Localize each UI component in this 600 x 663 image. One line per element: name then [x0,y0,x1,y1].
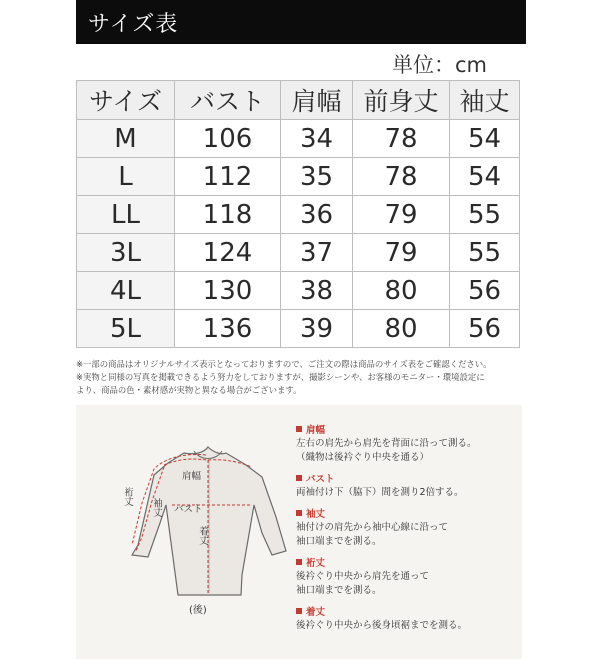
garment-figure [76,405,296,659]
value-cell: 37 [281,234,353,272]
size-cell: L [77,158,175,196]
size-cell: M [77,120,175,158]
desc-title: 肩幅 [306,425,326,436]
measurement-descriptions [296,425,522,642]
label-length: 着丈 [197,526,208,545]
value-cell: 54 [450,120,520,158]
value-cell: 130 [175,272,281,310]
desc-title: 袖丈 [306,509,326,520]
value-cell: 80 [353,272,450,310]
measurement-guide [76,405,522,659]
table-row [77,158,520,196]
value-cell: 36 [281,196,353,234]
column-header: 肩幅 [281,81,353,120]
desc-title: 着丈 [306,607,326,618]
page-title: サイズ表 [88,12,179,37]
label-yuki: 裄丈 [122,487,133,506]
desc-text: 袖付けの肩先から袖中心線に沿って 袖口端までを測る。 [296,522,449,547]
desc-text: 両袖付け下（脇下）間を測り2倍する。 [296,487,464,498]
table-row [77,272,520,310]
size-cell: 3L [77,234,175,272]
value-cell: 56 [450,310,520,348]
value-cell: 78 [353,158,450,196]
column-header: バスト [175,81,281,120]
size-cell: LL [77,196,175,234]
value-cell: 54 [450,158,520,196]
value-cell: 79 [353,196,450,234]
label-sleeve: 袖丈 [151,498,162,517]
value-cell: 124 [175,234,281,272]
size-table [76,80,520,348]
size-cell: 5L [77,310,175,348]
value-cell: 39 [281,310,353,348]
table-row [77,234,520,272]
note-line: ※一部の商品はオリジナルサイズ表示となっておりますので、ご注文の際は商品のサイズ表をご確認ください。 [76,359,492,369]
size-cell: 4L [77,272,175,310]
value-cell: 80 [353,310,450,348]
desc-text: 後衿ぐり中央から肩先を通って 袖口端までを測る。 [296,571,430,596]
table-row [77,310,520,348]
value-cell: 112 [175,158,281,196]
value-cell: 79 [353,234,450,272]
value-cell: 106 [175,120,281,158]
desc-item-bust [296,474,522,500]
figure-caption: (後) [189,605,207,616]
value-cell: 136 [175,310,281,348]
value-cell: 55 [450,196,520,234]
desc-title: バスト [306,474,335,485]
header-bar [76,0,526,44]
desc-title: 裄丈 [306,558,326,569]
garment-illustration [76,405,296,659]
unit-label: 単位：cm [392,53,488,77]
table-row [77,196,520,234]
desc-text: 左右の肩先から肩先を背面に沿って測る。 （織物は後衿ぐり中央を通る） [296,438,477,463]
desc-text: 後衿ぐり中央から後身頃裾までを測る。 [296,620,468,631]
note-line: ※実物と同様の写真を掲載できるよう努力をしておりますが、撮影シーンや、お客様のモニター・環境設定に [76,372,485,382]
desc-item-shoulder [296,425,522,465]
note-line: より、商品の色・素材感が実物と異なる場合がございます。 [76,385,302,395]
label-shoulder: 肩幅 [182,471,202,482]
value-cell: 55 [450,234,520,272]
notes [76,358,526,397]
value-cell: 35 [281,158,353,196]
value-cell: 38 [281,272,353,310]
column-header: 前身丈 [353,81,450,120]
label-bust: バスト [174,504,203,515]
value-cell: 56 [450,272,520,310]
column-header: サイズ [77,81,175,120]
desc-item-sleeve [296,509,522,549]
value-cell: 78 [353,120,450,158]
table-header-row [77,81,520,120]
value-cell: 118 [175,196,281,234]
value-cell: 34 [281,120,353,158]
table-row [77,120,520,158]
desc-item-length [296,607,522,633]
desc-item-yuki [296,558,522,598]
column-header: 袖丈 [450,81,520,120]
